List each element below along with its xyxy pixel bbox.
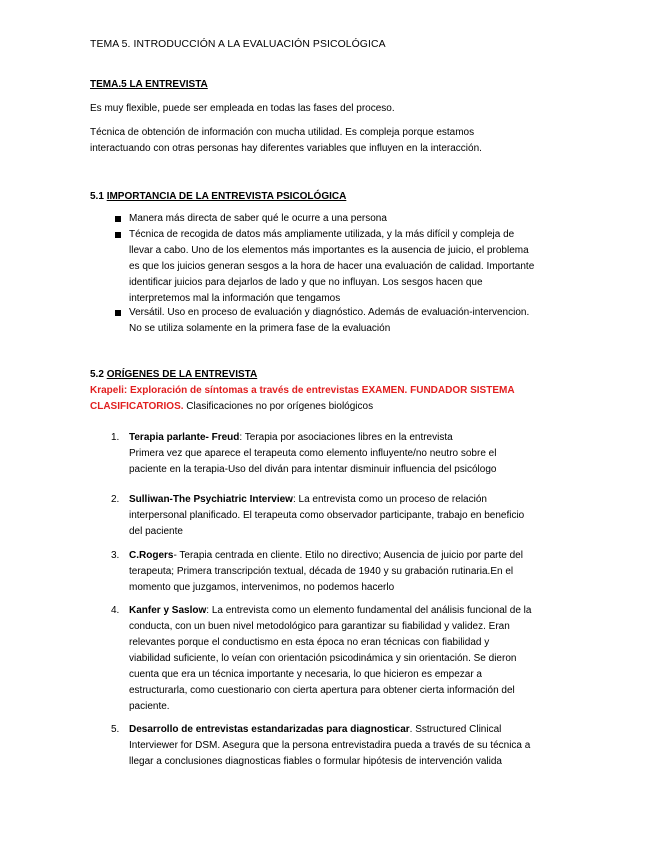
list-item-first-line [129, 493, 487, 506]
section-number: 5.1 [90, 191, 104, 202]
list-item-line: del paciente [129, 526, 183, 537]
list-item-term: Desarrollo de entrevistas estandarizadas para diagnosticar [129, 724, 410, 735]
list-item-line: momento que juzgamos, intervenimos, no podemos hacerlo [129, 582, 395, 593]
bullet-line: es que los juicios generan sesgos a la hora de hacer una evaluación de calidad. Importante [129, 261, 535, 272]
bullet-line: Versátil. Uso en proceso de evaluación y diagnóstico. Además de evaluación-intervencion. [129, 307, 530, 318]
bullet-icon [115, 310, 121, 316]
list-item-line: paciente en la terapia-Uso del diván para intentar disminuir influencia del psicólogo [129, 464, 497, 475]
list-item-line: cuenta que era un técnica importante y necesaria, lo que hicieron es empezar a [129, 669, 482, 680]
list-number: 3. [111, 550, 120, 561]
section-number: 5.2 [90, 369, 104, 380]
list-item-line: Primera vez que aparece el terapeuta como elemento influyente/no neutro sobre el [129, 448, 497, 459]
section-heading [90, 368, 257, 381]
list-item-first-line [129, 723, 501, 736]
section-heading [90, 190, 346, 203]
bullet-icon [115, 232, 121, 238]
paragraph: Es muy flexible, puede ser empleada en todas las fases del proceso. [90, 103, 395, 114]
list-item-line: terapeuta; Primera transcripción textual, década de 1940 y su grabación rutinaria.En el [129, 566, 514, 577]
list-item-text: : Terapia por asociaciones libres en la entrevista [239, 432, 453, 443]
list-item-first-line [129, 604, 531, 617]
krapeli-rest: Clasificaciones no por orígenes biológicos [183, 401, 374, 412]
list-item-text: : La entrevista como un proceso de relación [292, 494, 487, 505]
list-item-term: C.Rogers [129, 550, 174, 561]
list-number: 1. [111, 432, 120, 443]
page-header: TEMA 5. INTRODUCCIÓN A LA EVALUACIÓN PSICOLÓGICA [90, 39, 386, 50]
paragraph-line: Técnica de obtención de información con mucha utilidad. Es compleja porque estamos [90, 127, 475, 138]
list-item-line: conducta, con un buen nivel metodológico para garantizar su fiabilidad y validez. Eran [129, 621, 510, 632]
list-item-text: . Sstructured Clinical [409, 724, 502, 735]
list-item-text: : La entrevista como un elemento fundamental del análisis funcional de la [206, 605, 532, 616]
list-number: 5. [111, 724, 120, 735]
bullet-line: Técnica de recogida de datos más ampliamente utilizada, y la más difícil y compleja de [129, 229, 515, 240]
list-item-line: Interviewer for DSM. Asegura que la persona entrevistadira pueda a través de su técnica a [129, 740, 531, 751]
bullet-line: llevar a cabo. Uno de los elementos más importantes es la ausencia de juicio, el problema [129, 245, 529, 256]
list-item-line: estructurarla, como cuestionario con cierta apertura para obtener cierta información del [129, 685, 515, 696]
list-item-text: - Terapia centrada en cliente. Etilo no directivo; Ausencia de juicio por parte del [173, 550, 523, 561]
list-item-term: Kanfer y Saslow [129, 605, 207, 616]
krapeli-highlight: CLASIFICATORIOS. [90, 401, 184, 412]
list-item-line: interpersonal planificado. El terapeuta como observador participante, trabajo en beneficio [129, 510, 525, 521]
section-title: TEMA.5 LA ENTREVISTA [90, 79, 208, 90]
list-item-line: llegar a conclusiones diagnosticas fiables o formular hipótesis de intervención valida [129, 756, 502, 767]
list-item-term: Sulliwan-The Psychiatric Interview [129, 494, 293, 505]
bullet-line: Manera más directa de saber qué le ocurre a una persona [129, 213, 387, 224]
list-number: 4. [111, 605, 120, 616]
section-title: ORÍGENES DE LA ENTREVISTA [106, 369, 258, 380]
bullet-line: identificar juicios para dejarlos de lado y que no influyan. Los sesgos hacen que [129, 277, 483, 288]
list-item-first-line [129, 549, 523, 562]
list-number: 2. [111, 494, 120, 505]
bullet-line: No se utiliza solamente en la primera fase de la evaluación [129, 323, 391, 334]
section-title: IMPORTANCIA DE LA ENTREVISTA PSICOLÓGICA [106, 191, 347, 202]
list-item-line: paciente. [129, 701, 170, 712]
krapeli-line: Krapeli: Exploración de síntomas a través de entrevistas EXAMEN. FUNDADOR SISTEMA [90, 385, 515, 396]
krapeli-line [90, 400, 373, 413]
list-item-line: viabilidad suficiente, lo veían con orientación psicodinámica y sin orientación. Se dieron [129, 653, 517, 664]
bullet-line: interpretemos mal la información que tengamos [129, 293, 341, 304]
list-item-line: relevantes porque el conductismo en esta época no eran técnicas con fiabilidad y [129, 637, 490, 648]
list-item-term: Terapia parlante- Freud [129, 432, 240, 443]
bullet-icon [115, 216, 121, 222]
paragraph-line: interactuando con otras personas hay diferentes variables que influyen en la interacción. [90, 143, 482, 154]
list-item-first-line [129, 431, 453, 444]
